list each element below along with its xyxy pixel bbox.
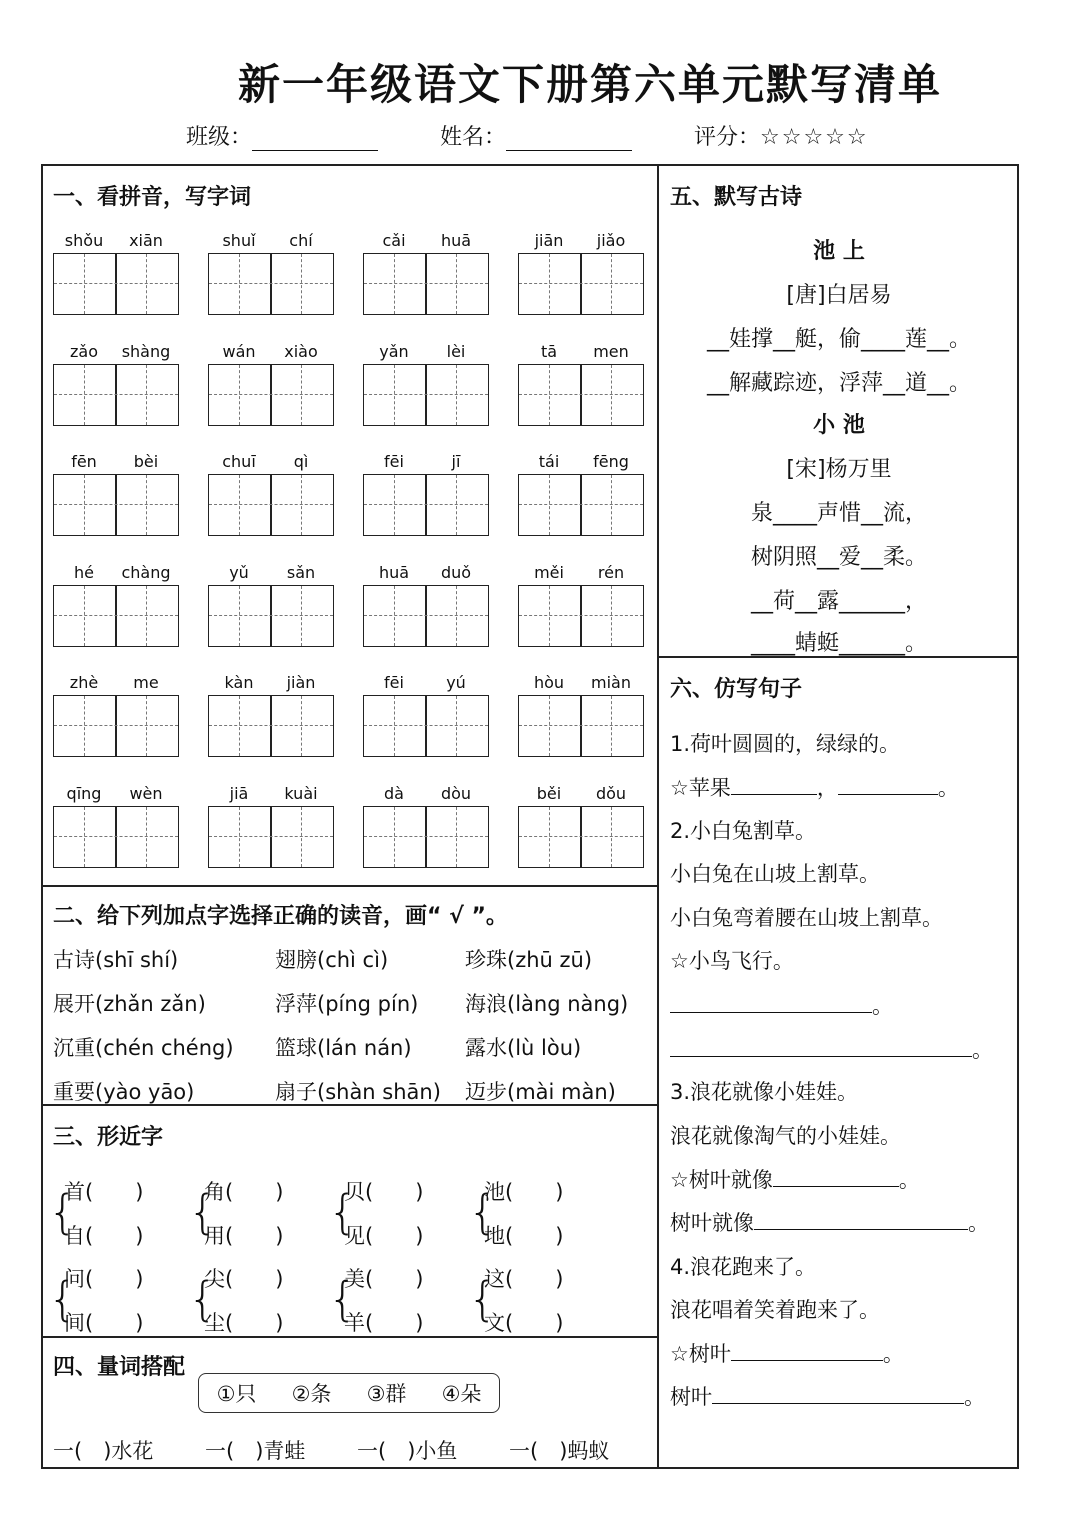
pinyin-syllable: jiān [534,231,564,250]
sec4-title: 四、量词搭配 [53,1355,186,1380]
pinyin-syllable: jiàn [286,673,316,693]
imitate-2-task: ☆小鸟飞行。 [670,949,794,973]
writing-grid[interactable] [518,474,644,536]
writing-grid[interactable] [208,474,334,536]
pinyin-syllable: miàn [591,673,631,693]
pinyin-syllable: me [133,673,159,693]
pinyin-syllable: shǒu [64,231,104,250]
pinyin-syllable: kàn [224,673,254,693]
similar-char-item[interactable]: 间( ) [64,1311,144,1335]
reading-choice[interactable]: 海浪(làng nàng) [465,992,629,1016]
sec3-title: 三、形近字 [53,1125,164,1150]
sec2-title: 二、给下列加点字选择正确的读音，画“ √ ”。 [53,904,508,929]
pinyin-syllable: jiǎo [596,231,626,250]
reading-choice[interactable]: 露水(lù lòu) [465,1036,582,1060]
imitate-4-task-a[interactable]: ☆树叶 。 [670,1342,904,1366]
pinyin-syllable: qì [293,452,309,472]
brace: { [48,1185,78,1239]
column-divider [657,164,659,1469]
imitate-4-task-b[interactable]: 树叶 。 [670,1385,985,1409]
reading-choice[interactable]: 沉重(chén chéng) [53,1036,234,1060]
pinyin-syllable: tái [538,452,560,472]
name-label: 姓名： [440,125,507,150]
pinyin-syllable: hòu [533,673,565,693]
imitate-2-blank-1[interactable]: 。 [670,990,893,1020]
similar-char-item[interactable]: 池( ) [484,1180,564,1204]
similar-char-item[interactable]: 尖( ) [204,1267,284,1291]
pinyin-syllable: shuǐ [222,231,256,250]
pinyin-syllable: fēn [71,452,97,472]
writing-grid[interactable] [208,806,334,868]
class-blank[interactable] [252,128,378,151]
reading-choice[interactable]: 珍珠(zhū zū) [465,948,593,972]
option-4: ④朵 [441,1382,482,1406]
similar-char-item[interactable]: 美( ) [344,1267,424,1291]
pinyin-syllable: shàng [121,341,171,361]
reading-choice[interactable]: 翅膀(chì cì) [275,948,389,972]
poem1-line-2[interactable]: __解藏踪迹，浮萍__道__。 [706,371,971,396]
writing-grid[interactable] [363,585,489,647]
pinyin-syllable: tā [540,341,558,361]
pinyin-syllable: dǒu [595,784,627,803]
brace: { [468,1185,498,1239]
imitate-1-task[interactable]: ☆苹果 ， 。 [670,776,959,800]
imitate-1-example: 1.荷叶圆圆的，绿绿的。 [670,732,901,756]
class-label: 班级： [186,125,253,150]
measure-item-2[interactable]: 一( )青蛙 [205,1439,306,1463]
writing-grid[interactable] [53,695,179,757]
similar-char-item[interactable]: 尘( ) [204,1311,284,1335]
pinyin-syllable: běi [536,784,562,803]
pinyin-syllable: cǎi [382,231,406,250]
similar-char-item[interactable]: 羊( ) [344,1311,424,1335]
imitate-2-example-a: 2.小白兔割草。 [670,819,817,843]
pinyin-syllable: duǒ [440,562,472,582]
score-field [694,120,869,151]
poem2-line-1[interactable]: 泉____声惜__流， [750,501,927,526]
writing-grid[interactable] [208,364,334,426]
writing-grid[interactable] [53,364,179,426]
similar-char-item[interactable]: 文( ) [484,1311,564,1335]
divider-sec1 [41,885,658,887]
writing-grid[interactable] [363,253,489,315]
pinyin-syllable: fēng [593,452,629,472]
measure-item-4[interactable]: 一( )蚂蚁 [509,1439,610,1463]
pinyin-syllable: rén [597,562,625,582]
writing-grid[interactable] [518,364,644,426]
sec6-title: 六、仿写句子 [670,677,803,702]
reading-choice[interactable]: 篮球(lán nán) [275,1036,412,1060]
pinyin-syllable: sǎn [286,562,316,582]
pinyin-syllable: chuī [222,452,256,472]
writing-grid[interactable] [363,474,489,536]
pinyin-syllable: huā [378,562,410,582]
pinyin-syllable: fēi [384,452,404,472]
class-field [186,120,378,151]
pinyin-syllable: chí [289,231,313,250]
poem2-line-2[interactable]: 树阴照__爱__柔。 [750,545,927,570]
pinyin-syllable: qīng [66,784,102,803]
option-2: ②条 [291,1382,332,1406]
imitate-2-blank-2[interactable]: 。 [670,1034,993,1064]
writing-grid[interactable] [53,474,179,536]
pinyin-syllable: yǔ [229,562,249,582]
imitate-3-task-b[interactable]: 树叶就像 。 [670,1211,989,1235]
pinyin-syllable: wèn [129,784,163,803]
reading-choice[interactable]: 古诗(shī shí) [53,948,179,972]
pinyin-syllable: yú [446,673,466,693]
brace: { [328,1272,358,1326]
reading-choice[interactable]: 扇子(shàn shān) [275,1080,441,1104]
pinyin-syllable: fēi [384,673,404,693]
poem1-title: 池 上 [813,239,865,264]
brace: { [188,1185,218,1239]
similar-char-item[interactable]: 见( ) [344,1224,424,1248]
pinyin-syllable: jiā [229,784,249,803]
similar-char-item[interactable]: 贝( ) [344,1180,424,1204]
pinyin-syllable: xiào [284,341,318,361]
writing-grid[interactable] [518,253,644,315]
writing-grid[interactable] [518,695,644,757]
writing-grid[interactable] [363,695,489,757]
pinyin-syllable: jī [451,452,461,472]
similar-char-item[interactable]: 问( ) [64,1267,144,1291]
imitate-3-example-b: 浪花就像淘气的小娃娃。 [670,1124,901,1148]
pinyin-syllable: dòu [440,784,472,803]
writing-grid[interactable] [518,806,644,868]
pinyin-syllable: xiān [129,231,163,250]
pinyin-syllable: zhè [69,673,99,693]
pinyin-syllable: yǎn [379,341,409,361]
poem2-title: 小 池 [813,413,865,438]
writing-grid[interactable] [363,806,489,868]
writing-grid[interactable] [208,585,334,647]
pinyin-syllable: huā [440,231,472,250]
similar-char-item[interactable]: 自( ) [64,1224,144,1248]
similar-char-item[interactable]: 首( ) [64,1180,144,1204]
similar-char-item[interactable]: 用( ) [204,1224,284,1248]
poem1-line-1[interactable]: __娃撑__艇，偷____莲__。 [706,327,971,352]
sec5-title: 五、默写古诗 [670,185,803,210]
pinyin-syllable: hé [74,562,94,582]
poem1-author: [唐]白居易 [786,283,892,308]
poem2-line-4[interactable]: ____蜻蜓______。 [750,631,927,656]
score-label: 评分： [694,125,761,150]
reading-choice[interactable]: 重要(yào yāo) [53,1080,195,1104]
measure-item-3[interactable]: 一( )小鱼 [357,1439,458,1463]
writing-grid[interactable] [53,806,179,868]
reading-choice[interactable]: 浮萍(píng pín) [275,992,419,1016]
name-blank[interactable] [506,128,632,151]
pinyin-syllable: měi [534,562,564,582]
imitate-4-example-b: 浪花唱着笑着跑来了。 [670,1298,880,1322]
writing-grid[interactable] [208,253,334,315]
writing-grid[interactable] [53,253,179,315]
measure-word-options [198,1373,500,1413]
imitate-4-example-a: 4.浪花跑来了。 [670,1255,817,1279]
pinyin-syllable: bèi [133,452,159,472]
poem2-line-3[interactable]: __荷__露______， [750,589,927,614]
pinyin-syllable: zǎo [70,341,98,361]
measure-item-1[interactable]: 一( )水花 [53,1439,154,1463]
similar-char-item[interactable]: 这( ) [484,1267,564,1291]
pinyin-syllable: dà [384,784,404,803]
brace: { [48,1272,78,1326]
imitate-3-example-a: 3.浪花就像小娃娃。 [670,1080,859,1104]
page-title: 新一年级语文下册第六单元默写清单 [237,60,942,109]
pinyin-syllable: wán [222,341,256,361]
writing-grid[interactable] [53,585,179,647]
name-field [440,120,632,151]
similar-char-item[interactable]: 角( ) [204,1180,284,1204]
reading-choice[interactable]: 展开(zhǎn zǎn) [53,992,206,1016]
sec1-title: 一、看拼音，写字词 [53,185,252,210]
brace: { [328,1185,358,1239]
imitate-2-example-c: 小白兔弯着腰在山坡上割草。 [670,906,943,930]
pinyin-syllable: chàng [121,562,171,582]
pinyin-syllable: lèi [446,341,466,361]
score-stars[interactable]: ☆☆☆☆☆ [760,125,869,150]
imitate-3-task-a[interactable]: ☆树叶就像 。 [670,1168,920,1192]
brace: { [468,1272,498,1326]
option-3: ③群 [366,1382,407,1406]
imitate-2-example-b: 小白兔在山坡上割草。 [670,862,880,886]
poem2-author: [宋]杨万里 [786,457,892,482]
similar-char-item[interactable]: 地( ) [484,1224,564,1248]
option-1: ①只 [216,1382,257,1406]
writing-grid[interactable] [208,695,334,757]
pinyin-syllable: kuài [284,784,318,803]
writing-grid[interactable] [518,585,644,647]
pinyin-syllable: men [593,341,629,361]
writing-grid[interactable] [363,364,489,426]
brace: { [188,1272,218,1326]
reading-choice[interactable]: 迈步(mài màn) [465,1080,616,1104]
